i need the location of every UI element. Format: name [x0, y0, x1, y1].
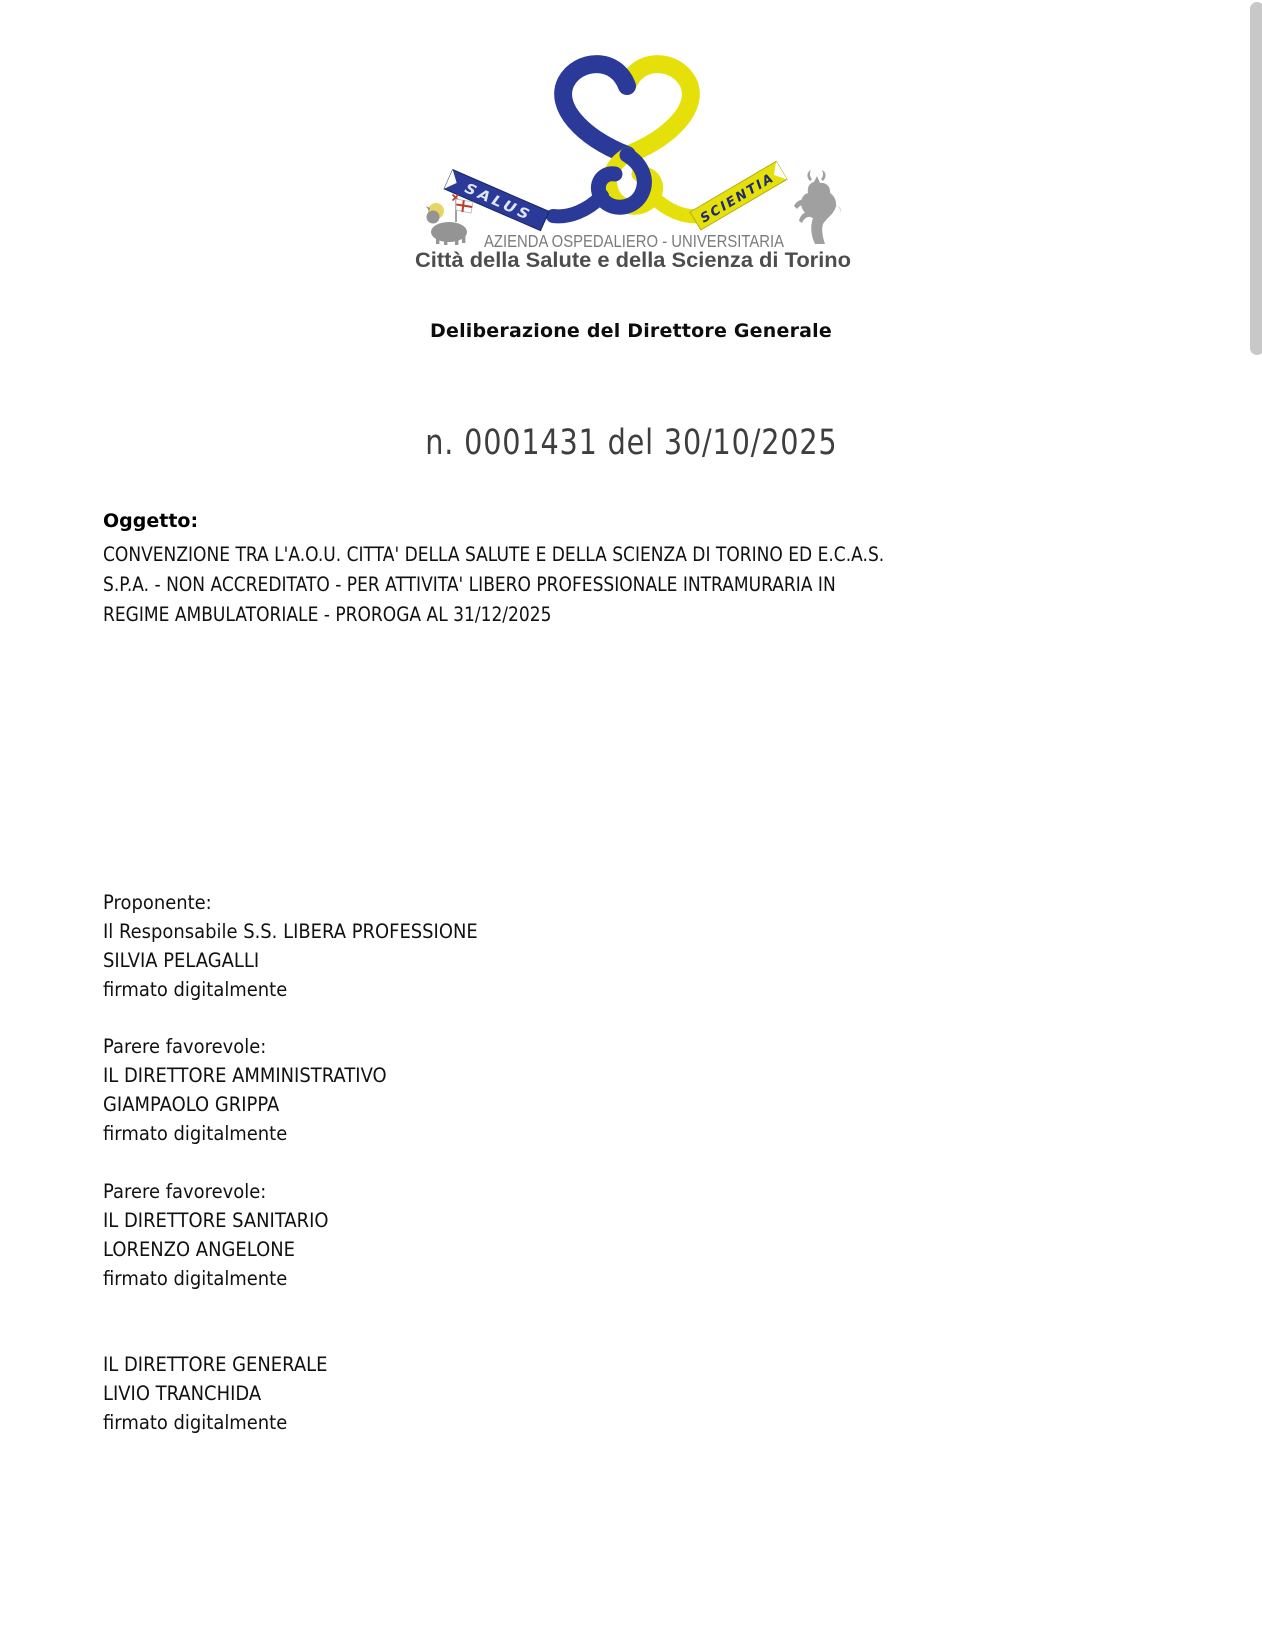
bull-icon: [794, 170, 841, 244]
subject-line: CONVENZIONE TRA L'A.O.U. CITTA' DELLA SALUTE E DELLA SCIENZA DI TORINO ED E.C.A.S.: [103, 543, 885, 566]
signature-name: LORENZO ANGELONE: [103, 1238, 295, 1261]
subject-label: Oggetto:: [103, 510, 199, 532]
signature-title: IL DIRETTORE SANITARIO: [103, 1209, 329, 1232]
signature-block-direttore-amministrativo: [103, 1032, 411, 1148]
signature-title: Il Responsabile S.S. LIBERA PROFESSIONE: [103, 920, 478, 943]
scientia-ribbon-label: SCIENTIA: [697, 170, 778, 227]
hospital-logo: [0, 48, 1262, 272]
signature-block-direttore-generale: [103, 1350, 347, 1437]
signature-block-proponente: [103, 888, 510, 1004]
signature-note: firmato digitalmente: [103, 1122, 288, 1145]
signature-title: IL DIRETTORE AMMINISTRATIVO: [103, 1064, 387, 1087]
vertical-scrollbar-thumb[interactable]: [1250, 2, 1262, 355]
signature-role-label: Parere favorevole:: [103, 1035, 267, 1058]
subject-line: REGIME AMBULATORIALE - PROROGA AL 31/12/2025: [103, 603, 552, 626]
signature-title: IL DIRETTORE GENERALE: [103, 1353, 328, 1376]
signature-role-label: Parere favorevole:: [103, 1180, 267, 1203]
subject-text: [103, 540, 996, 630]
lamb-icon: [426, 195, 473, 246]
signature-note: firmato digitalmente: [103, 1411, 288, 1434]
heart-s-logo-graphic: [411, 48, 851, 272]
org-name-line1: AZIENDA OSPEDALIERO - UNIVERSITARIA: [484, 231, 785, 251]
signature-role-label: Proponente:: [103, 891, 212, 914]
signature-name: LIVIO TRANCHIDA: [103, 1382, 262, 1405]
signature-name: GIAMPAOLO GRIPPA: [103, 1093, 280, 1116]
signature-note: firmato digitalmente: [103, 978, 288, 1001]
subject-line: S.P.A. - NON ACCREDITATO - PER ATTIVITA' LIBERO PROFESSIONALE INTRAMURARIA IN: [103, 573, 836, 596]
document-title: Deliberazione del Direttore Generale: [430, 320, 832, 342]
document-number-line: [0, 423, 1262, 463]
signature-block-direttore-sanitario: [103, 1177, 348, 1293]
signature-note: firmato digitalmente: [103, 1267, 288, 1290]
scientia-ribbon: [690, 160, 787, 230]
org-name-line2: Città della Salute e della Scienza di Torino: [415, 248, 851, 272]
heart-s-monogram: [553, 64, 701, 216]
document-number-text: n. 0001431 del 30/10/2025: [424, 423, 838, 463]
salus-ribbon-label: SALUS: [462, 180, 529, 222]
signature-name: SILVIA PELAGALLI: [103, 949, 260, 972]
